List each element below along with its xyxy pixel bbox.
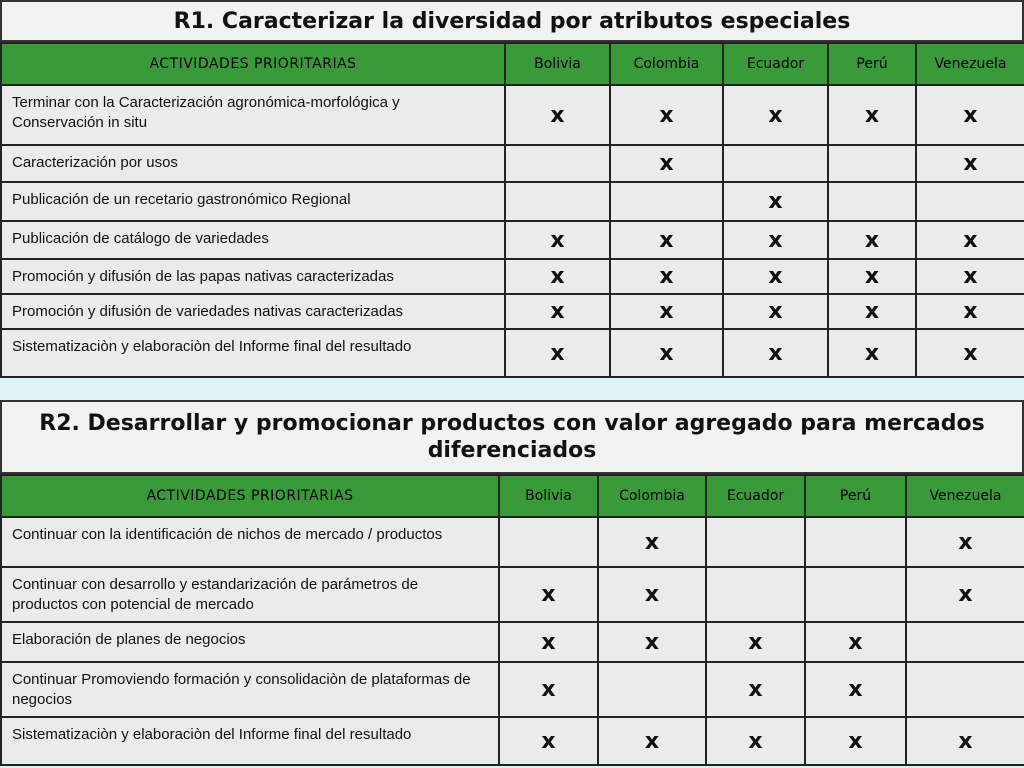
header-country-venezuela: Venezuela xyxy=(916,43,1024,85)
mark-cell: x xyxy=(598,622,706,662)
table-row xyxy=(1,329,1024,377)
mark-cell: x xyxy=(723,85,828,145)
header-country-peru: Perú xyxy=(828,43,916,85)
mark-cell: x xyxy=(916,329,1024,377)
mark-cell: x xyxy=(598,717,706,765)
table-header-row xyxy=(1,43,1024,85)
activities-table xyxy=(0,474,1024,766)
section-title: R2. Desarrollar y promocionar productos con valor agregado para mercados diferenciados xyxy=(0,400,1024,474)
activity-cell: Continuar con la identificación de nichos de mercado / productos xyxy=(1,517,499,567)
mark-cell xyxy=(916,182,1024,221)
mark-cell xyxy=(505,145,610,182)
mark-cell: x xyxy=(828,329,916,377)
activity-cell: Promoción y difusión de variedades nativas caracterizadas xyxy=(1,294,505,329)
table-row xyxy=(1,85,1024,145)
header-country-bolivia: Bolivia xyxy=(505,43,610,85)
mark-cell: x xyxy=(916,221,1024,259)
mark-cell: x xyxy=(723,221,828,259)
activity-cell: Publicación de un recetario gastronómico Regional xyxy=(1,182,505,221)
mark-cell: x xyxy=(610,85,723,145)
header-country-ecuador: Ecuador xyxy=(723,43,828,85)
table-row xyxy=(1,622,1024,662)
mark-cell: x xyxy=(610,145,723,182)
table-row xyxy=(1,182,1024,221)
activities-table xyxy=(0,42,1024,378)
table-row xyxy=(1,145,1024,182)
mark-cell: x xyxy=(916,85,1024,145)
mark-cell: x xyxy=(499,717,598,765)
mark-cell: x xyxy=(499,567,598,622)
mark-cell: x xyxy=(805,622,906,662)
mark-cell: x xyxy=(723,329,828,377)
mark-cell xyxy=(505,182,610,221)
mark-cell xyxy=(906,662,1024,717)
mark-cell: x xyxy=(723,182,828,221)
mark-cell: x xyxy=(505,259,610,294)
mark-cell: x xyxy=(828,85,916,145)
table-row xyxy=(1,662,1024,717)
activity-cell: Publicación de catálogo de variedades xyxy=(1,221,505,259)
mark-cell xyxy=(828,145,916,182)
mark-cell: x xyxy=(916,294,1024,329)
activity-cell: Sistematizaciòn y elaboraciòn del Informe final del resultado xyxy=(1,717,499,765)
mark-cell xyxy=(499,517,598,567)
mark-cell: x xyxy=(805,662,906,717)
mark-cell xyxy=(805,567,906,622)
mark-cell: x xyxy=(505,221,610,259)
mark-cell: x xyxy=(499,622,598,662)
table-row xyxy=(1,221,1024,259)
activity-cell: Promoción y difusión de las papas nativas caracterizadas xyxy=(1,259,505,294)
activity-cell: Sistematizaciòn y elaboraciòn del Informe final del resultado xyxy=(1,329,505,377)
mark-cell xyxy=(706,517,805,567)
mark-cell: x xyxy=(610,221,723,259)
mark-cell xyxy=(805,517,906,567)
table-row xyxy=(1,259,1024,294)
table-header-row xyxy=(1,475,1024,517)
table-row xyxy=(1,517,1024,567)
activity-cell: Continuar Promoviendo formación y consolidaciòn de plataformas de negocios xyxy=(1,662,499,717)
mark-cell: x xyxy=(598,517,706,567)
mark-cell: x xyxy=(499,662,598,717)
mark-cell: x xyxy=(706,717,805,765)
activity-cell: Continuar con desarrollo y estandarización de parámetros de productos con potencial de mercado xyxy=(1,567,499,622)
mark-cell xyxy=(723,145,828,182)
header-activities: ACTIVIDADES PRIORITARIAS xyxy=(1,475,499,517)
mark-cell xyxy=(598,662,706,717)
mark-cell: x xyxy=(723,294,828,329)
mark-cell xyxy=(828,182,916,221)
section-r2 xyxy=(0,400,1024,766)
activity-cell: Elaboración de planes de negocios xyxy=(1,622,499,662)
mark-cell: x xyxy=(906,717,1024,765)
header-country-colombia: Colombia xyxy=(610,43,723,85)
section-r1 xyxy=(0,0,1024,378)
mark-cell: x xyxy=(828,259,916,294)
mark-cell: x xyxy=(723,259,828,294)
mark-cell xyxy=(906,622,1024,662)
header-activities: ACTIVIDADES PRIORITARIAS xyxy=(1,43,505,85)
mark-cell: x xyxy=(505,294,610,329)
header-country-venezuela: Venezuela xyxy=(906,475,1024,517)
mark-cell: x xyxy=(610,329,723,377)
mark-cell: x xyxy=(916,145,1024,182)
mark-cell xyxy=(706,567,805,622)
mark-cell: x xyxy=(805,717,906,765)
table-row xyxy=(1,294,1024,329)
mark-cell: x xyxy=(610,294,723,329)
mark-cell: x xyxy=(505,329,610,377)
mark-cell: x xyxy=(598,567,706,622)
table-row xyxy=(1,567,1024,622)
mark-cell xyxy=(610,182,723,221)
section-title: R1. Caracterizar la diversidad por atributos especiales xyxy=(0,0,1024,42)
mark-cell: x xyxy=(828,221,916,259)
header-country-ecuador: Ecuador xyxy=(706,475,805,517)
header-country-bolivia: Bolivia xyxy=(499,475,598,517)
mark-cell: x xyxy=(706,622,805,662)
table-row xyxy=(1,717,1024,765)
header-country-peru: Perú xyxy=(805,475,906,517)
activity-cell: Terminar con la Caracterización agronómica-morfológica y Conservación in situ xyxy=(1,85,505,145)
mark-cell: x xyxy=(610,259,723,294)
header-country-colombia: Colombia xyxy=(598,475,706,517)
activity-cell: Caracterización por usos xyxy=(1,145,505,182)
mark-cell: x xyxy=(706,662,805,717)
mark-cell: x xyxy=(916,259,1024,294)
mark-cell: x xyxy=(828,294,916,329)
mark-cell: x xyxy=(906,567,1024,622)
mark-cell: x xyxy=(505,85,610,145)
mark-cell: x xyxy=(906,517,1024,567)
